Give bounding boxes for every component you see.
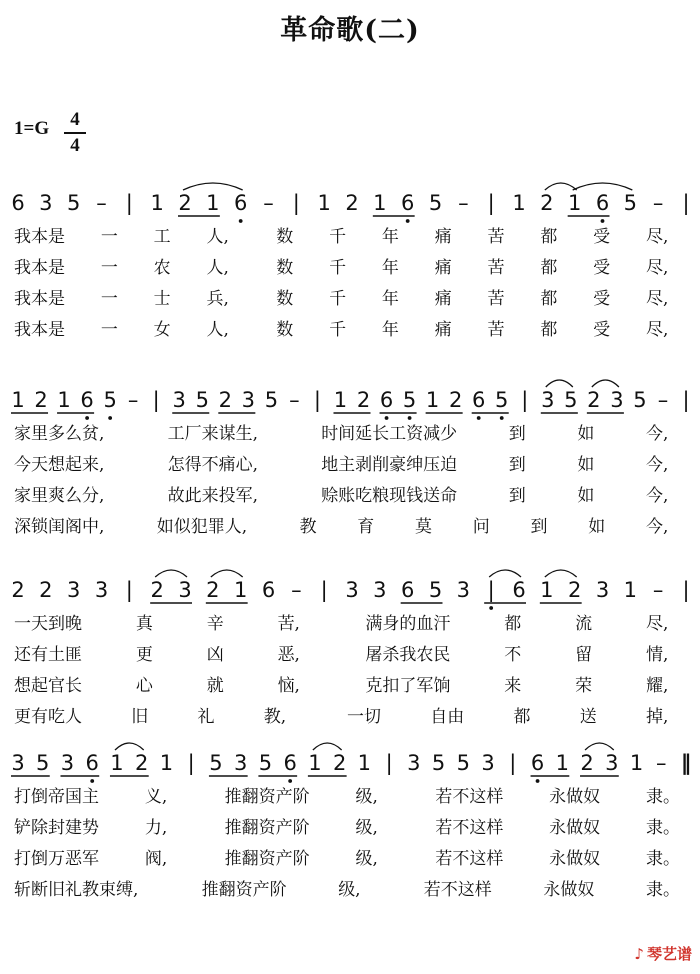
barline: | bbox=[292, 191, 300, 215]
lyric-syllable: 教 bbox=[299, 517, 317, 537]
lyric-syllable: 都 bbox=[504, 614, 522, 634]
lyric-syllable: 打倒万恶军 bbox=[14, 849, 99, 869]
score-system bbox=[0, 385, 700, 537]
barline: | bbox=[320, 578, 328, 602]
note: 3 bbox=[595, 578, 610, 602]
lyric-syllable: 一 bbox=[100, 320, 118, 340]
barline: | bbox=[509, 751, 517, 775]
lyric-syllable: 送 bbox=[579, 707, 597, 727]
lyric-syllable: 铲除封建势 bbox=[14, 818, 99, 838]
lyric-syllable: 恼, bbox=[277, 676, 300, 696]
note: 1 bbox=[425, 388, 440, 412]
note: 2 bbox=[587, 388, 601, 412]
time-signature bbox=[64, 110, 86, 156]
barline: | bbox=[521, 388, 529, 412]
lyric-syllable: 尽, bbox=[646, 320, 669, 340]
lyric-syllable: 年 bbox=[381, 227, 399, 247]
lyric-syllable: 若不这样 bbox=[435, 787, 504, 807]
barline: | bbox=[385, 751, 393, 775]
lyric-line bbox=[0, 514, 700, 540]
low-octave-dot bbox=[489, 606, 493, 610]
lyric-syllable: 兵, bbox=[206, 289, 229, 309]
low-octave-dot bbox=[288, 779, 292, 783]
time-signature-line bbox=[64, 132, 86, 134]
lyric-syllable: 级, bbox=[355, 787, 378, 807]
note: 5 bbox=[195, 388, 209, 412]
lyric-syllable: 苦 bbox=[487, 258, 505, 278]
lyric-syllable: 隶。 bbox=[646, 849, 680, 869]
lyric-syllable: 到 bbox=[508, 424, 526, 444]
lyric-syllable: 家里爽么分, bbox=[14, 486, 105, 506]
lyric-syllable: 情, bbox=[646, 645, 669, 665]
barline: | bbox=[125, 578, 133, 602]
note: 6 bbox=[283, 751, 297, 775]
lyric-syllable: 真 bbox=[135, 614, 153, 634]
note: 6 bbox=[530, 751, 545, 775]
lyric-syllable: 永做奴 bbox=[549, 818, 601, 838]
lyric-line bbox=[0, 286, 700, 312]
time-signature-bottom: 4 bbox=[70, 135, 80, 156]
lyric-syllable: 屠杀我农民 bbox=[365, 645, 451, 665]
note: 1 bbox=[555, 751, 569, 775]
lyric-syllable: 苦 bbox=[487, 320, 505, 340]
lyric-syllable: 今, bbox=[646, 517, 669, 537]
lyric-syllable: 想起官长 bbox=[14, 676, 82, 696]
lyric-syllable: 痛 bbox=[434, 289, 452, 309]
note-row bbox=[0, 575, 700, 605]
lyric-syllable: 年 bbox=[381, 258, 399, 278]
lyric-syllable: 力, bbox=[144, 818, 168, 838]
lyric-syllable: 一天到晚 bbox=[14, 614, 82, 634]
lyric-syllable: 级, bbox=[355, 849, 378, 869]
dash: – bbox=[657, 388, 669, 412]
lyric-syllable: 地主剥削豪绅压迫 bbox=[321, 455, 458, 475]
lyric-syllable: 人, bbox=[206, 320, 229, 340]
lyric-syllable: 今, bbox=[646, 424, 669, 444]
dash: – bbox=[263, 191, 274, 215]
barline: | bbox=[682, 388, 690, 412]
note-row bbox=[0, 748, 700, 778]
lyric-syllable: 如 bbox=[577, 424, 595, 444]
low-octave-dot bbox=[90, 779, 94, 783]
watermark-text: 琴艺谱 bbox=[646, 945, 692, 963]
lyric-syllable: 打倒帝国主 bbox=[14, 787, 99, 807]
note: 6 bbox=[595, 191, 610, 215]
lyric-syllable: 更有吃人 bbox=[14, 707, 82, 727]
lyric-syllable: 千 bbox=[329, 258, 347, 278]
note: 2 bbox=[135, 751, 149, 775]
note: 1 bbox=[57, 388, 71, 412]
lyric-syllable: 受 bbox=[593, 320, 611, 340]
lyric-syllable: 一 bbox=[100, 289, 118, 309]
lyric-syllable: 推翻资产阶 bbox=[224, 787, 310, 807]
lyric-syllable: 年 bbox=[381, 320, 399, 340]
lyric-syllable: 永做奴 bbox=[549, 787, 601, 807]
lyric-syllable: 旧 bbox=[131, 707, 149, 727]
lyric-syllable: 千 bbox=[329, 289, 347, 309]
note: 2 bbox=[580, 751, 594, 775]
lyric-syllable: 还有土匪 bbox=[14, 645, 82, 665]
note: 6 bbox=[400, 191, 415, 215]
lyric-syllable: 千 bbox=[329, 320, 347, 340]
note: 1 bbox=[233, 578, 248, 602]
lyric-syllable: 尽, bbox=[646, 227, 669, 247]
score-system bbox=[0, 748, 700, 900]
note: 3 bbox=[178, 578, 192, 602]
lyric-syllable: 苦, bbox=[277, 614, 300, 634]
lyric-syllable: 到 bbox=[530, 517, 548, 537]
key-signature: 1=G bbox=[14, 118, 50, 139]
lyric-syllable: 若不这样 bbox=[435, 849, 504, 869]
note: 3 bbox=[481, 751, 495, 775]
lyric-syllable: 今天想起来, bbox=[14, 455, 105, 475]
low-octave-dot bbox=[601, 219, 605, 223]
low-octave-dot bbox=[239, 219, 243, 223]
lyric-syllable: 如 bbox=[577, 486, 595, 506]
low-octave-dot bbox=[500, 416, 504, 420]
lyric-syllable: 就 bbox=[206, 676, 224, 696]
note: 2 bbox=[540, 191, 554, 215]
lyric-syllable: 故此来投军, bbox=[167, 486, 258, 506]
barline: | bbox=[682, 191, 690, 215]
lyric-syllable: 如 bbox=[588, 517, 606, 537]
final-barline: ‖ bbox=[680, 751, 692, 775]
note: 1 bbox=[110, 751, 124, 775]
lyric-syllable: 受 bbox=[593, 258, 611, 278]
note: 6 bbox=[85, 751, 99, 775]
note: 2 bbox=[218, 388, 232, 412]
note: 5 bbox=[431, 751, 446, 775]
lyric-syllable: 痛 bbox=[434, 227, 452, 247]
lyric-syllable: 来 bbox=[504, 676, 522, 696]
lyric-syllable: 人, bbox=[206, 227, 229, 247]
note: 5 bbox=[623, 191, 638, 215]
note: 5 bbox=[66, 191, 81, 215]
lyric-syllable: 赊账吃粮现钱送命 bbox=[321, 486, 458, 506]
note: 3 bbox=[407, 751, 421, 775]
lyric-syllable: 永做奴 bbox=[543, 880, 595, 900]
lyric-syllable: 流 bbox=[575, 614, 593, 634]
lyric-syllable: 尽, bbox=[646, 258, 669, 278]
note: 3 bbox=[172, 388, 186, 412]
low-octave-dot bbox=[108, 416, 112, 420]
note: 3 bbox=[233, 751, 248, 775]
lyric-line bbox=[0, 611, 700, 637]
watermark bbox=[634, 943, 692, 964]
lyric-syllable: 不 bbox=[504, 645, 522, 665]
lyric-line bbox=[0, 877, 700, 903]
lyric-syllable: 怎得不痛心, bbox=[167, 455, 258, 475]
lyric-syllable: 苦 bbox=[487, 227, 505, 247]
lyric-syllable: 若不这样 bbox=[435, 818, 504, 838]
lyric-syllable: 耀, bbox=[646, 676, 669, 696]
lyric-syllable: 掉, bbox=[646, 707, 669, 727]
lyric-syllable: 农 bbox=[153, 258, 171, 278]
lyric-syllable: 工 bbox=[153, 227, 171, 247]
note: 6 bbox=[379, 388, 394, 412]
lyric-syllable: 受 bbox=[593, 289, 611, 309]
note: 2 bbox=[150, 578, 164, 602]
lyric-syllable: 荣 bbox=[575, 676, 593, 696]
lyric-syllable: 克扣了军饷 bbox=[365, 676, 451, 696]
note: 1 bbox=[159, 751, 174, 775]
lyric-syllable: 都 bbox=[540, 320, 558, 340]
lyric-syllable: 我本是 bbox=[14, 289, 65, 309]
note: 3 bbox=[456, 578, 471, 602]
lyric-syllable: 一 bbox=[100, 227, 118, 247]
lyric-syllable: 自由 bbox=[430, 707, 465, 727]
lyric-syllable: 推翻资产阶 bbox=[224, 818, 310, 838]
lyric-syllable: 隶。 bbox=[646, 880, 680, 900]
barline: | bbox=[682, 578, 690, 602]
lyric-syllable: 心 bbox=[135, 676, 153, 696]
lyric-syllable: 级, bbox=[355, 818, 378, 838]
lyric-line bbox=[0, 317, 700, 343]
lyric-syllable: 都 bbox=[540, 258, 558, 278]
score-system bbox=[0, 575, 700, 727]
dash: – bbox=[96, 191, 107, 215]
score-system bbox=[0, 188, 700, 340]
note: 1 bbox=[357, 751, 372, 775]
lyric-syllable: 一切 bbox=[347, 707, 381, 727]
note: 2 bbox=[356, 388, 371, 412]
lyric-syllable: 义, bbox=[144, 787, 168, 807]
note: 2 bbox=[567, 578, 582, 602]
lyric-syllable: 推翻资产阶 bbox=[224, 849, 310, 869]
note: 3 bbox=[241, 388, 256, 412]
low-octave-dot bbox=[85, 416, 89, 420]
lyric-syllable: 辛 bbox=[206, 614, 224, 634]
lyric-syllable: 如似犯罪人, bbox=[156, 517, 248, 537]
low-octave-dot bbox=[536, 779, 540, 783]
lyric-line bbox=[0, 255, 700, 281]
lyric-syllable: 都 bbox=[540, 289, 558, 309]
dash: – bbox=[127, 388, 139, 412]
lyric-syllable: 受 bbox=[593, 227, 611, 247]
note: 3 bbox=[11, 751, 25, 775]
barline: | bbox=[187, 751, 195, 775]
lyric-syllable: 级, bbox=[338, 880, 361, 900]
note: 3 bbox=[94, 578, 109, 602]
note: 2 bbox=[345, 191, 359, 215]
piano-logo-icon: ♪ bbox=[634, 945, 644, 963]
barline: | bbox=[487, 578, 495, 602]
lyric-syllable: 数 bbox=[276, 227, 294, 247]
note: 2 bbox=[332, 751, 347, 775]
lyric-syllable: 时间延长工资减少 bbox=[321, 424, 458, 444]
lyric-syllable: 一 bbox=[100, 258, 118, 278]
note: 5 bbox=[36, 751, 50, 775]
lyric-syllable: 隶。 bbox=[646, 787, 680, 807]
lyric-syllable: 育 bbox=[357, 517, 375, 537]
dash: – bbox=[656, 751, 667, 775]
note: 6 bbox=[400, 578, 415, 602]
lyric-line bbox=[0, 673, 700, 699]
note: 2 bbox=[178, 191, 192, 215]
note: 6 bbox=[233, 191, 248, 215]
lyric-syllable: 莫 bbox=[415, 517, 432, 537]
note: 5 bbox=[564, 388, 578, 412]
lyric-line bbox=[0, 704, 700, 730]
lyric-line bbox=[0, 452, 700, 478]
lyric-syllable: 凶 bbox=[206, 645, 224, 665]
note-row bbox=[0, 385, 700, 415]
lyric-syllable: 都 bbox=[513, 707, 531, 727]
note: 6 bbox=[512, 578, 526, 602]
note: 3 bbox=[373, 578, 387, 602]
note: 2 bbox=[206, 578, 220, 602]
lyric-syllable: 千 bbox=[329, 227, 347, 247]
barline: | bbox=[125, 191, 133, 215]
lyric-line bbox=[0, 784, 700, 810]
lyric-syllable: 数 bbox=[276, 289, 294, 309]
lyric-line bbox=[0, 846, 700, 872]
note: 3 bbox=[605, 751, 619, 775]
note: 5 bbox=[428, 191, 443, 215]
lyric-syllable: 家里多么贫, bbox=[14, 424, 105, 444]
note: 3 bbox=[610, 388, 624, 412]
low-octave-dot bbox=[406, 219, 410, 223]
lyric-syllable: 问 bbox=[472, 517, 490, 537]
note: 5 bbox=[258, 751, 273, 775]
lyric-syllable: 痛 bbox=[434, 258, 452, 278]
note: 1 bbox=[623, 578, 638, 602]
lyric-syllable: 尽, bbox=[646, 614, 669, 634]
lyric-syllable: 阀, bbox=[144, 849, 168, 869]
note: 2 bbox=[39, 578, 53, 602]
lyric-syllable: 今, bbox=[646, 455, 669, 475]
lyric-syllable: 到 bbox=[508, 486, 526, 506]
lyric-syllable: 我本是 bbox=[14, 227, 65, 247]
note: 5 bbox=[103, 388, 117, 412]
note: 6 bbox=[80, 388, 94, 412]
lyric-syllable: 恶, bbox=[277, 645, 300, 665]
note: 1 bbox=[512, 191, 526, 215]
lyric-syllable: 教, bbox=[263, 707, 287, 727]
note: 3 bbox=[60, 751, 75, 775]
time-signature-top: 4 bbox=[70, 109, 80, 130]
lyric-syllable: 我本是 bbox=[14, 258, 65, 278]
note: 5 bbox=[402, 388, 417, 412]
note: 6 bbox=[11, 191, 25, 215]
lyric-syllable: 都 bbox=[540, 227, 558, 247]
lyric-syllable: 斩断旧礼教束缚, bbox=[14, 880, 139, 900]
lyric-line bbox=[0, 815, 700, 841]
lyric-syllable: 隶。 bbox=[646, 818, 680, 838]
lyric-syllable: 若不这样 bbox=[423, 880, 492, 900]
lyric-syllable: 女 bbox=[153, 320, 171, 340]
lyric-syllable: 尽, bbox=[646, 289, 669, 309]
low-octave-dot bbox=[385, 416, 389, 420]
dash: – bbox=[289, 388, 300, 412]
note: 1 bbox=[11, 388, 25, 412]
note: 5 bbox=[428, 578, 443, 602]
lyric-syllable: 深锁闺阁中, bbox=[14, 517, 105, 537]
note: 3 bbox=[345, 578, 359, 602]
barline: | bbox=[152, 388, 160, 412]
dash: – bbox=[458, 191, 469, 215]
note-row bbox=[0, 188, 700, 218]
note: 1 bbox=[333, 388, 348, 412]
note: 6 bbox=[472, 388, 486, 412]
lyric-line bbox=[0, 483, 700, 509]
barline: | bbox=[487, 191, 495, 215]
low-octave-dot bbox=[477, 416, 481, 420]
lyric-syllable: 今, bbox=[646, 486, 669, 506]
note: 6 bbox=[261, 578, 276, 602]
lyric-syllable: 满身的血汗 bbox=[365, 614, 451, 634]
note: 5 bbox=[495, 388, 509, 412]
lyric-syllable: 人, bbox=[206, 258, 229, 278]
note: 5 bbox=[456, 751, 471, 775]
lyric-line bbox=[0, 224, 700, 250]
note: 1 bbox=[567, 191, 582, 215]
note: 5 bbox=[633, 388, 647, 412]
lyric-syllable: 数 bbox=[276, 258, 294, 278]
lyric-syllable: 苦 bbox=[487, 289, 505, 309]
note: 1 bbox=[629, 751, 644, 775]
barline: | bbox=[313, 388, 321, 412]
lyric-line bbox=[0, 642, 700, 668]
low-octave-dot bbox=[408, 416, 412, 420]
lyric-syllable: 推翻资产阶 bbox=[201, 880, 287, 900]
lyric-syllable: 痛 bbox=[434, 320, 452, 340]
lyric-syllable: 年 bbox=[381, 289, 399, 309]
lyric-syllable: 数 bbox=[276, 320, 294, 340]
lyric-line bbox=[0, 421, 700, 447]
note: 5 bbox=[264, 388, 279, 412]
note: 1 bbox=[317, 191, 331, 215]
note: 5 bbox=[209, 751, 223, 775]
note: 2 bbox=[448, 388, 463, 412]
lyric-syllable: 更 bbox=[135, 645, 153, 665]
page-title: 革命歌(二) bbox=[280, 15, 420, 46]
lyric-syllable: 工厂来谋生, bbox=[167, 424, 258, 444]
note: 3 bbox=[39, 191, 53, 215]
lyric-syllable: 礼 bbox=[197, 707, 215, 727]
note: 3 bbox=[541, 388, 555, 412]
dash: – bbox=[652, 578, 664, 602]
note: 1 bbox=[308, 751, 322, 775]
note: 1 bbox=[150, 191, 164, 215]
note: 1 bbox=[373, 191, 387, 215]
dash: – bbox=[652, 191, 664, 215]
note: 1 bbox=[540, 578, 554, 602]
lyric-syllable: 如 bbox=[577, 455, 595, 475]
dash: – bbox=[291, 578, 302, 602]
note: 2 bbox=[11, 578, 25, 602]
lyric-syllable: 永做奴 bbox=[549, 849, 601, 869]
note: 1 bbox=[206, 191, 220, 215]
lyric-syllable: 士 bbox=[153, 289, 171, 309]
lyric-syllable: 留 bbox=[575, 645, 593, 665]
note: 3 bbox=[66, 578, 81, 602]
lyric-syllable: 到 bbox=[508, 455, 526, 475]
note: 2 bbox=[34, 388, 48, 412]
lyric-syllable: 我本是 bbox=[14, 320, 65, 340]
